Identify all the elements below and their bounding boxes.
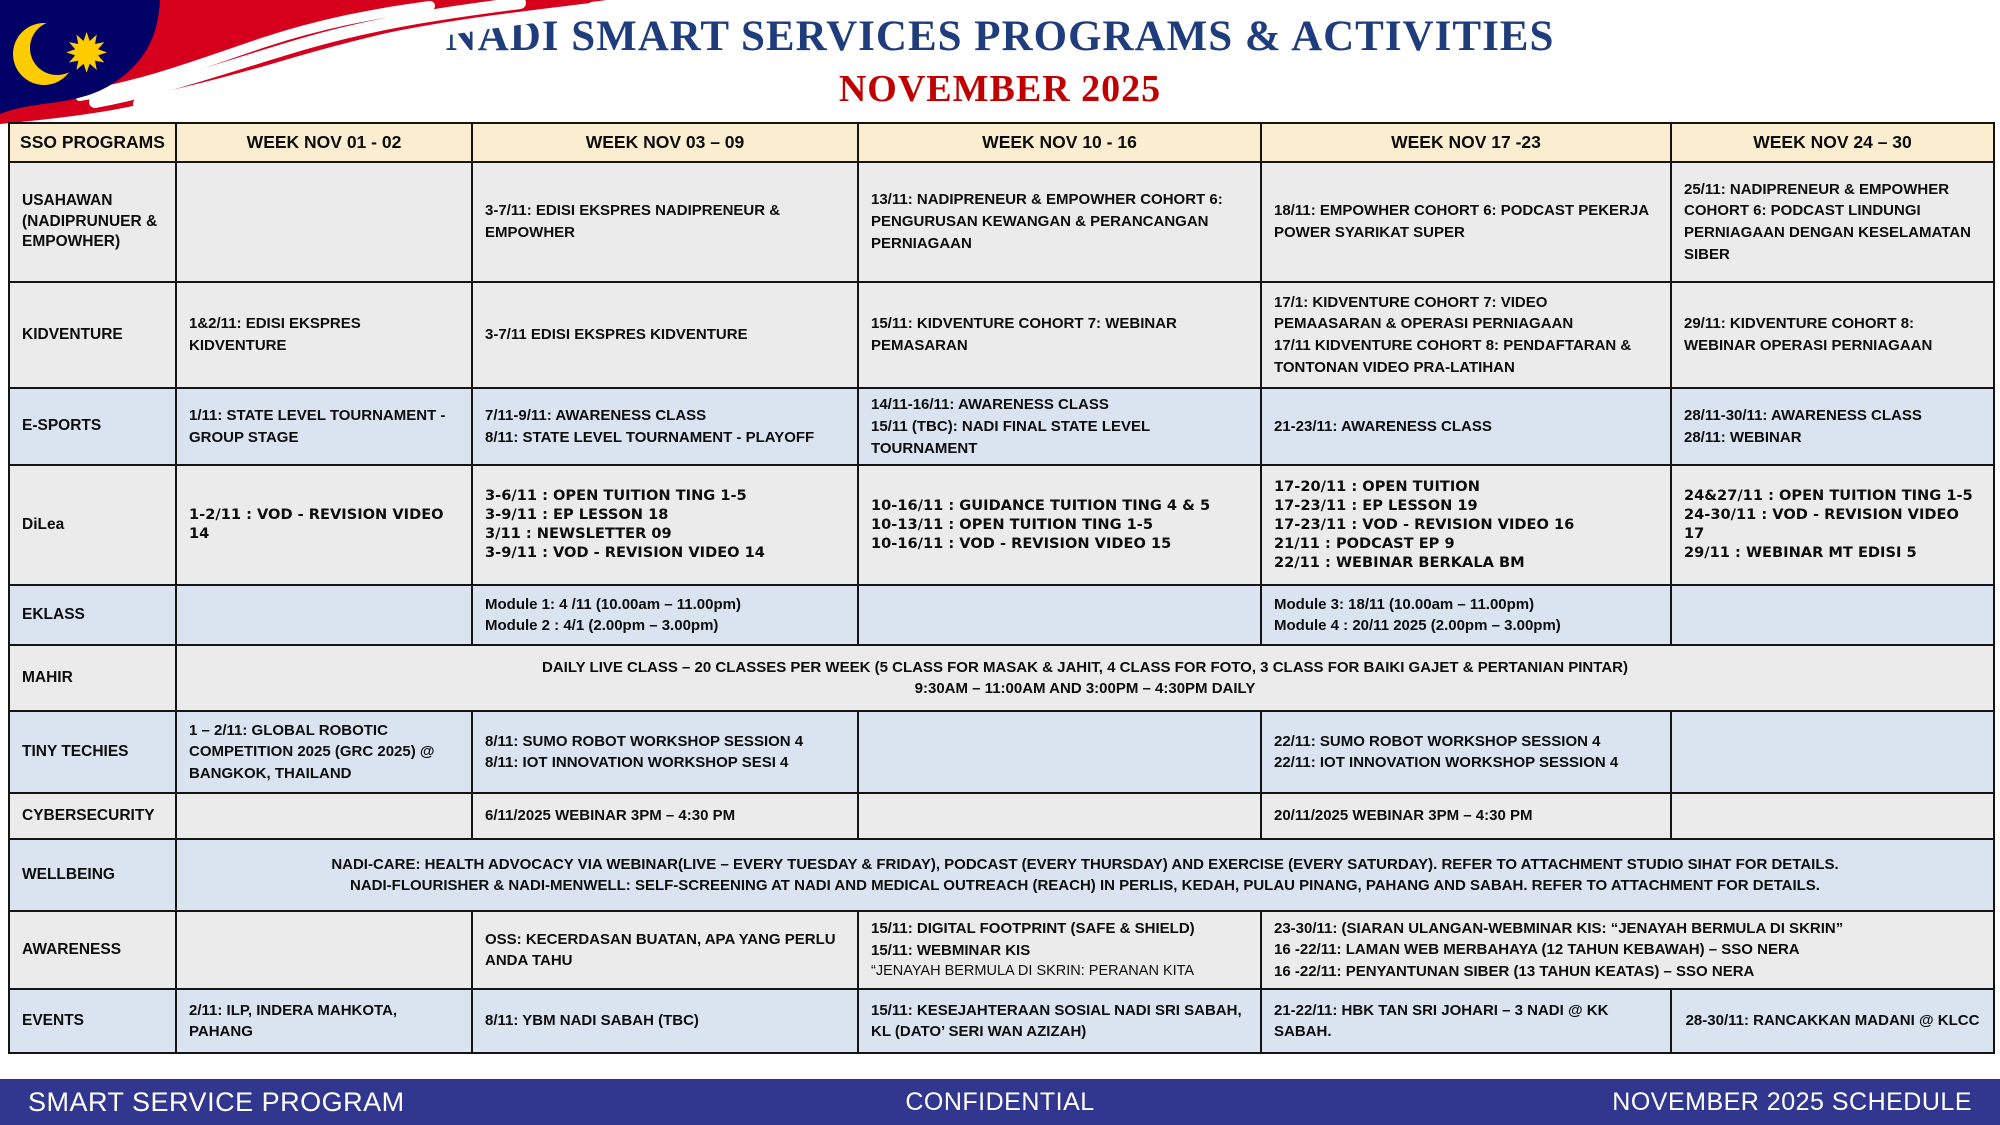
schedule-cell	[858, 711, 1261, 793]
table-header	[9, 123, 1994, 162]
footer-bar	[0, 1079, 2000, 1125]
schedule-cell-line: 21-23/11: AWARENESS CLASS	[1274, 417, 1492, 435]
schedule-cell	[858, 282, 1261, 388]
schedule-cell-line: “JENAYAH BERMULA DI SKRIN: PERANAN KITA	[871, 963, 1195, 980]
schedule-cell	[472, 793, 858, 839]
schedule-cell	[1261, 388, 1671, 465]
schedule-cell	[858, 793, 1261, 839]
table-row-kidventure	[9, 282, 1994, 388]
schedule-cell-line: 15/11: KESEJAHTERAAN SOSIAL NADI SRI SABAH, KL (DATO’ SERI WAN AZIZAH)	[871, 1001, 1242, 1041]
header-week-5: WEEK NOV 24 – 30	[1671, 123, 1994, 162]
schedule-cell-line: 17-23/11 : VOD - REVISION VIDEO 16	[1274, 515, 1575, 533]
schedule-cell-line: 10-16/11 : GUIDANCE TUITION TING 4 & 5	[871, 496, 1211, 514]
schedule-table-wrap	[8, 122, 1993, 1054]
schedule-cell-line: 28/11: WEBINAR	[1684, 428, 1802, 446]
schedule-cell-line: 2/11: ILP, INDERA MAHKOTA, PAHANG	[189, 1001, 398, 1041]
program-label: USAHAWAN (NADIPRUNUER & EMPOWHER)	[9, 162, 176, 282]
schedule-cell-line: 28-30/11: RANCAKKAN MADANI @ KLCC	[1685, 1012, 1980, 1030]
malaysia-flag-icon	[0, 0, 650, 125]
program-label: TINY TECHIES	[9, 711, 176, 793]
schedule-cell-line: 10-13/11 : OPEN TUITION TING 1-5	[871, 515, 1154, 533]
schedule-cell-line: 24&27/11 : OPEN TUITION TING 1-5	[1684, 487, 1973, 505]
schedule-cell	[176, 465, 472, 585]
footer-left-label: SMART SERVICE PROGRAM	[28, 1086, 405, 1117]
schedule-cell-line: 10-16/11 : VOD - REVISION VIDEO 15	[871, 534, 1172, 552]
schedule-cell-line: Module 4 : 20/11 2025 (2.00pm – 3.00pm)	[1274, 617, 1561, 635]
schedule-cell-line: 24-30/11 : VOD - REVISION VIDEO 17	[1684, 506, 1959, 543]
schedule-cell	[1671, 465, 1994, 585]
header-week-3: WEEK NOV 10 - 16	[858, 123, 1261, 162]
header-week-4: WEEK NOV 17 -23	[1261, 123, 1671, 162]
schedule-cell	[176, 282, 472, 388]
schedule-cell	[176, 711, 472, 793]
schedule-cell	[1261, 793, 1671, 839]
header-row	[9, 123, 1994, 162]
schedule-cell-line: 8/11: STATE LEVEL TOURNAMENT - PLAYOFF	[485, 428, 815, 446]
table-row-awareness	[9, 911, 1994, 989]
schedule-cell-line: 14/11-16/11: AWARENESS CLASS	[871, 396, 1109, 413]
schedule-cell-line: 13/11: NADIPRENEUR & EMPOWHER COHORT 6: PENGURUSAN KEWANGAN & PERANCANGAN PERNIAGAAN	[871, 191, 1223, 252]
schedule-cell	[176, 911, 472, 989]
schedule-cell-line: Module 2 : 4/1 (2.00pm – 3.00pm)	[485, 617, 719, 635]
schedule-cell-line: 17-23/11 : EP LESSON 19	[1274, 496, 1478, 514]
malaysia-flag-logo	[0, 0, 650, 125]
schedule-cell-line: 25/11: NADIPRENEUR & EMPOWHER COHORT 6: PODCAST LINDUNGI PERNIAGAAN DENGAN KESELAMATAN SIBER	[1684, 180, 1971, 263]
schedule-cell	[1261, 465, 1671, 585]
program-label: KIDVENTURE	[9, 282, 176, 388]
schedule-cell	[472, 911, 858, 989]
page-subtitle: NOVEMBER 2025	[838, 68, 1162, 110]
program-label: E-SPORTS	[9, 388, 176, 465]
table-row-eklass	[9, 585, 1994, 645]
schedule-cell	[1671, 388, 1994, 465]
schedule-cell	[176, 585, 472, 645]
schedule-cell-line: 18/11: EMPOWHER COHORT 6: PODCAST PEKERJA POWER SYARIKAT SUPER	[1274, 202, 1649, 241]
schedule-cell-line: 3-7/11: EDISI EKSPRES NADIPRENEUR & EMPOWHER	[485, 202, 781, 241]
header-sso-programs: SSO PROGRAMS	[9, 123, 176, 162]
schedule-cell	[1261, 989, 1671, 1053]
schedule-cell-line: DAILY LIVE CLASS – 20 CLASSES PER WEEK (5 CLASS FOR MASAK & JAHIT, 4 CLASS FOR FOTO, 3 CLASS FOR BAIKI GAJET & PERTANIAN PINTAR)	[542, 658, 1628, 676]
schedule-cell-line: 15/11 (TBC): NADI FINAL STATE LEVEL TOURNAMENT	[871, 417, 1150, 457]
schedule-cell-line: 16 -22/11: PENYANTUNAN SIBER (13 TAHUN KEATAS) – SSO NERA	[1274, 963, 1755, 981]
schedule-cell-line: 16 -22/11: LAMAN WEB MERBAHAYA (12 TAHUN KEBAWAH) – SSO NERA	[1274, 941, 1800, 959]
header-week-2: WEEK NOV 03 – 09	[472, 123, 858, 162]
schedule-cell	[1671, 711, 1994, 793]
schedule-cell	[858, 989, 1261, 1053]
schedule-cell	[176, 388, 472, 465]
table-row-mahir	[9, 645, 1994, 711]
schedule-cell-line: 3/11 : NEWSLETTER 09	[485, 525, 672, 543]
schedule-cell-line: 22/11: IOT INNOVATION WORKSHOP SESSION 4	[1274, 754, 1619, 772]
program-label: MAHIR	[9, 645, 176, 711]
schedule-cell-line: 17/11 KIDVENTURE COHORT 8: PENDAFTARAN & TONTONAN VIDEO PRA-LATIHAN	[1274, 337, 1632, 376]
schedule-cell	[858, 465, 1261, 585]
schedule-cell	[472, 711, 858, 793]
schedule-cell	[1671, 989, 1994, 1053]
schedule-cell-line: 21/11 : PODCAST EP 9	[1274, 534, 1455, 552]
table-row-tiny-techies	[9, 711, 1994, 793]
schedule-cell	[858, 162, 1261, 282]
schedule-cell-line: 23-30/11: (SIARAN ULANGAN-WEBMINAR KIS: “JENAYAH BERMULA DI SKRIN”	[1274, 919, 1844, 937]
schedule-cell-line: 3-9/11 : EP LESSON 18	[485, 506, 669, 524]
schedule-cell-line: 1/11: STATE LEVEL TOURNAMENT - GROUP STAGE	[189, 406, 446, 446]
schedule-cell-line: 29/11 : WEBINAR MT EDISI 5	[1684, 544, 1917, 562]
schedule-cell	[176, 793, 472, 839]
schedule-cell-line: 1&2/11: EDISI EKSPRES KIDVENTURE	[189, 315, 361, 354]
schedule-cell	[176, 645, 1994, 711]
svg-text:✹: ✹	[64, 22, 110, 85]
program-label: WELLBEING	[9, 839, 176, 911]
table-row-dilea	[9, 465, 1994, 585]
program-label: EVENTS	[9, 989, 176, 1053]
schedule-cell-line: 1-2/11 : VOD - REVISION VIDEO 14	[189, 506, 444, 543]
schedule-cell	[472, 162, 858, 282]
program-label: CYBERSECURITY	[9, 793, 176, 839]
schedule-cell-line: 15/11: DIGITAL FOOTPRINT (SAFE & SHIELD)	[871, 919, 1195, 937]
program-label: AWARENESS	[9, 911, 176, 989]
schedule-cell-line: 8/11: YBM NADI SABAH (TBC)	[485, 1012, 699, 1030]
program-label: EKLASS	[9, 585, 176, 645]
schedule-cell-line: 7/11-9/11: AWARENESS CLASS	[485, 406, 707, 424]
table-row-events	[9, 989, 1994, 1053]
table-row-usahawan-nadiprunuer-empowher	[9, 162, 1994, 282]
schedule-cell	[176, 989, 472, 1053]
schedule-cell	[1261, 282, 1671, 388]
schedule-cell-line: 17-20/11 : OPEN TUITION	[1274, 477, 1480, 495]
schedule-cell	[1671, 282, 1994, 388]
schedule-cell	[472, 388, 858, 465]
schedule-cell-line: 22/11 : WEBINAR BERKALA BM	[1274, 553, 1525, 571]
schedule-cell	[1261, 585, 1671, 645]
schedule-cell-line: 15/11: WEBMINAR KIS	[871, 941, 1031, 959]
schedule-cell-line: 15/11: KIDVENTURE COHORT 7: WEBINAR PEMASARAN	[871, 315, 1177, 354]
schedule-cell-line: 3-6/11 : OPEN TUITION TING 1-5	[485, 487, 747, 505]
header-week-1: WEEK NOV 01 - 02	[176, 123, 472, 162]
schedule-cell-line: 6/11/2025 WEBINAR 3PM – 4:30 PM	[485, 807, 736, 825]
schedule-cell-line: Module 3: 18/11 (10.00am – 11.00pm)	[1274, 595, 1535, 613]
schedule-cell	[472, 585, 858, 645]
schedule-cell-line: Module 1: 4 /11 (10.00am – 11.00pm)	[485, 595, 741, 613]
schedule-cell-line: 29/11: KIDVENTURE COHORT 8: WEBINAR OPERASI PERNIAGAAN	[1684, 315, 1933, 354]
schedule-cell-line: 21-22/11: HBK TAN SRI JOHARI – 3 NADI @ KK SABAH.	[1274, 1001, 1609, 1041]
schedule-cell-line: 17/1: KIDVENTURE COHORT 7: VIDEO PEMAASARAN & OPERASI PERNIAGAAN	[1274, 293, 1574, 333]
schedule-cell-line: 20/11/2025 WEBINAR 3PM – 4:30 PM	[1274, 807, 1533, 825]
table-body	[9, 162, 1994, 1053]
schedule-cell-line: 3-7/11 EDISI EKSPRES KIDVENTURE	[485, 326, 748, 344]
schedule-cell	[176, 162, 472, 282]
schedule-cell-line: 3-9/11 : VOD - REVISION VIDEO 14	[485, 544, 765, 562]
schedule-cell	[472, 989, 858, 1053]
schedule-cell	[858, 911, 1261, 989]
footer-right-label: NOVEMBER 2025 SCHEDULE	[1612, 1087, 1972, 1116]
schedule-cell-line: 28/11-30/11: AWARENESS CLASS	[1684, 406, 1922, 424]
schedule-cell	[1261, 711, 1671, 793]
schedule-cell-line: NADI-FLOURISHER & NADI-MENWELL: SELF-SCREENING AT NADI AND MEDICAL OUTREACH (REACH) IN PERLIS, KEDAH, PULAU PINANG, PAHANG AND SABAH. REFER TO ATTACHMENT FOR DETAILS.	[350, 877, 1820, 895]
schedule-cell-line: 22/11: SUMO ROBOT WORKSHOP SESSION 4	[1274, 732, 1601, 750]
table-row-cybersecurity	[9, 793, 1994, 839]
table-row-e-sports	[9, 388, 1994, 465]
schedule-cell-line: 8/11: SUMO ROBOT WORKSHOP SESSION 4	[485, 732, 804, 750]
schedule-cell	[1671, 162, 1994, 282]
schedule-cell	[176, 839, 1994, 911]
schedule-cell-line: 8/11: IOT INNOVATION WORKSHOP SESI 4	[485, 754, 789, 772]
schedule-cell-line: NADI-CARE: HEALTH ADVOCACY VIA WEBINAR(LIVE – EVERY TUESDAY & FRIDAY), PODCAST (EVERY THURSDAY) AND EXERCISE (EVERY SATURDAY). REFER TO ATTACHMENT STUDIO SIHAT FOR DETAILS.	[331, 855, 1839, 873]
schedule-cell-line: 1 – 2/11: GLOBAL ROBOTIC COMPETITION 2025 (GRC 2025) @ BANGKOK, THAILAND	[189, 721, 435, 783]
schedule-cell	[1671, 585, 1994, 645]
schedule-cell	[1261, 911, 1994, 989]
schedule-cell-line: OSS: KECERDASAN BUATAN, APA YANG PERLU ANDA TAHU	[485, 930, 836, 970]
schedule-cell-line: 9:30AM – 11:00AM AND 3:00PM – 4:30PM DAILY	[914, 680, 1256, 698]
page-title: NADI SMART SERVICES PROGRAMS & ACTIVITIES	[445, 13, 1555, 60]
schedule-cell	[1261, 162, 1671, 282]
program-label: DiLea	[9, 465, 176, 585]
schedule-cell	[858, 388, 1261, 465]
schedule-cell	[472, 282, 858, 388]
schedule-cell	[858, 585, 1261, 645]
schedule-table	[8, 122, 1995, 1054]
schedule-cell	[1671, 793, 1994, 839]
table-row-wellbeing	[9, 839, 1994, 911]
schedule-cell	[472, 465, 858, 585]
footer-center-label: CONFIDENTIAL	[905, 1087, 1095, 1116]
